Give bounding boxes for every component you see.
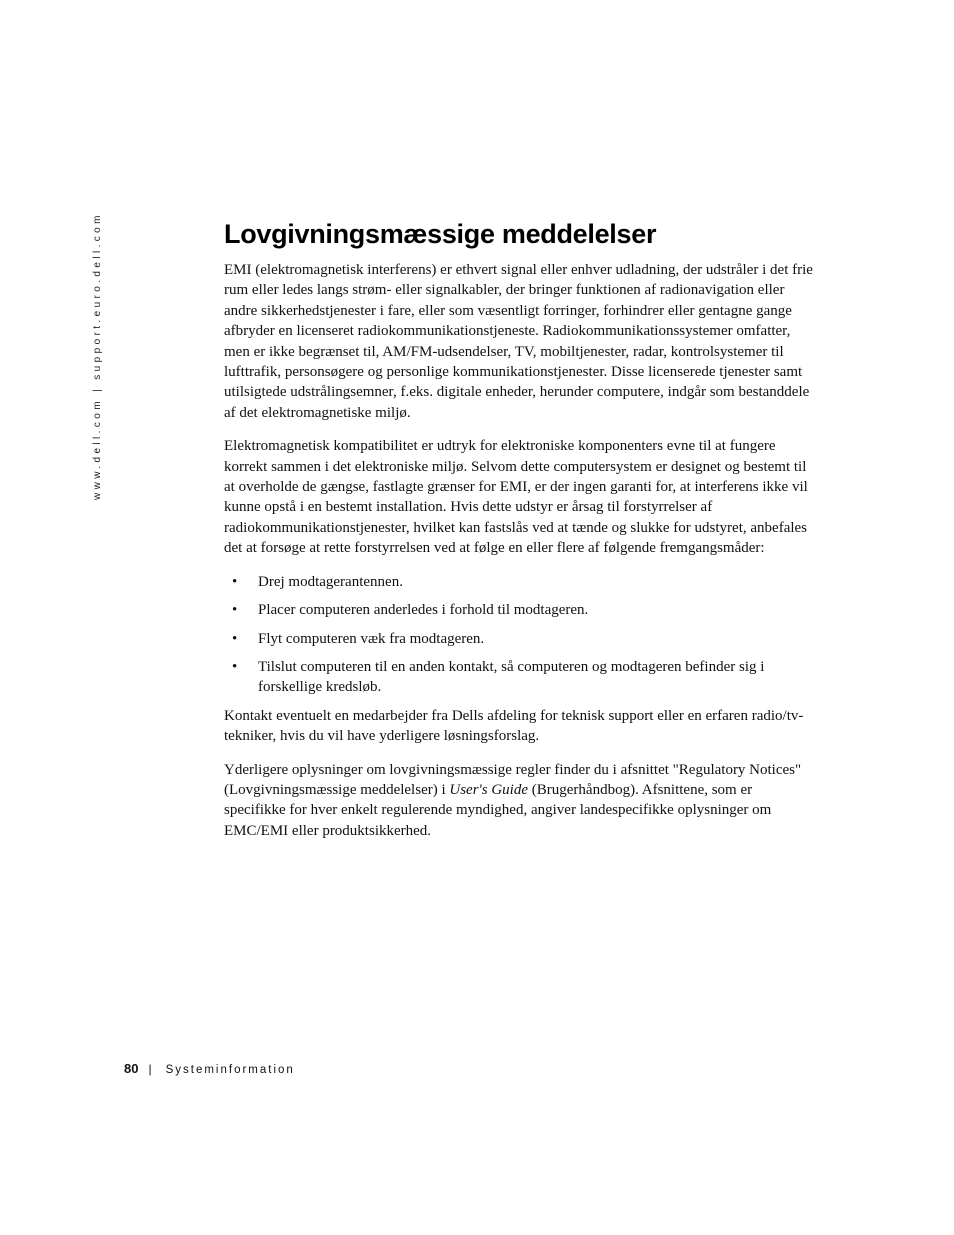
remedy-list: [224, 572, 814, 698]
list-item: [224, 629, 814, 649]
bullet-icon: •: [232, 602, 238, 619]
list-item: [224, 600, 814, 620]
side-url: www.dell.com | support.euro.dell.com: [92, 212, 103, 500]
list-item-text: Placer computeren anderledes i forhold til modtageren.: [258, 602, 589, 619]
main-content: [224, 216, 814, 854]
users-guide-title: User's Guide: [449, 781, 529, 798]
page-number: 80: [124, 1061, 139, 1076]
section-name: Systeminformation: [165, 1064, 295, 1076]
footer-separator: |: [148, 1062, 152, 1076]
paragraph-more-info: [224, 760, 814, 842]
page-footer: [124, 1061, 295, 1076]
list-item: [224, 657, 814, 698]
paragraph-emc: Elektromagnetisk kompatibilitet er udtryk for elektroniske komponenters evne til at fungere korrekt sammen i det elektroniske miljø. Selvom dette computersystem er designet og bestemt til at overholde de gængse, fastlagte grænser for EMI, er der ingen garanti for, at interferens ikke vil kunne opstå i en bestemt installation. Hvis dette udstyr er årsag til forstyrrelser af radiokommunikationstjenester, hvilket kan fastslås ved at tænde og slukke for udstyret, anbefales det at forsøge at rette forstyrrelsen ved at følge en eller flere af følgende fremgangsmåder:: [224, 438, 808, 557]
list-item-text: Drej modtagerantennen.: [258, 573, 403, 590]
more-info-text-start: Yderligere oplysninger om lovgivningsmæssige regler finder du i afsnittet "Regulatory Notices" (Lovgivningsmæssige meddelelser) i: [224, 761, 802, 798]
list-item-text: Flyt computeren væk fra modtageren.: [258, 630, 485, 647]
list-item: [224, 572, 814, 592]
page-title: Lovgivningsmæssige meddelelser: [224, 219, 657, 249]
paragraph-support: Kontakt eventuelt en medarbejder fra Dells afdeling for teknisk support eller en erfaren radio/tv-tekniker, hvis du vil have yderligere løsningsforslag.: [224, 707, 804, 745]
bullet-icon: •: [232, 630, 238, 647]
bullet-icon: •: [232, 573, 238, 590]
paragraph-emi: EMI (elektromagnetisk interferens) er ethvert signal eller enhver udladning, der udstråler i det frie rum eller ledes langs strøm- eller signalkabler, der bringer funktionen af radionavigation eller andre sikkerhedstjenester i fare, eller som væsentligt forringer, forhindrer eller gentagne gange afbryder en licenseret radiokommunikationstjeneste. Radiokommunikationssystemer omfatter, men er ikke begrænset til, AM/FM-udsendelser, TV, mobiltjenester, radar, kontrolsystemer til lufttrafik, personsøgere og personlige kommunikationstjenester. Disse licenserede tjenester samt utilsigtede udstrålingsemner, f.eks. digitale enheder, herunder computere, indgår som bestanddele af det elektromagnetiske miljø.: [224, 262, 813, 421]
bullet-icon: •: [232, 658, 238, 675]
more-info-text-end: (Brugerhåndbog). Afsnittene, som er specifikke for hver enkelt regulerende myndighed, angiver landespecifikke oplysninger om EMC/EMI eller produktsikkerhed.: [224, 781, 772, 839]
list-item-text: Tilslut computeren til en anden kontakt, så computeren og modtageren befinder sig i forskellige kredsløb.: [258, 658, 765, 696]
